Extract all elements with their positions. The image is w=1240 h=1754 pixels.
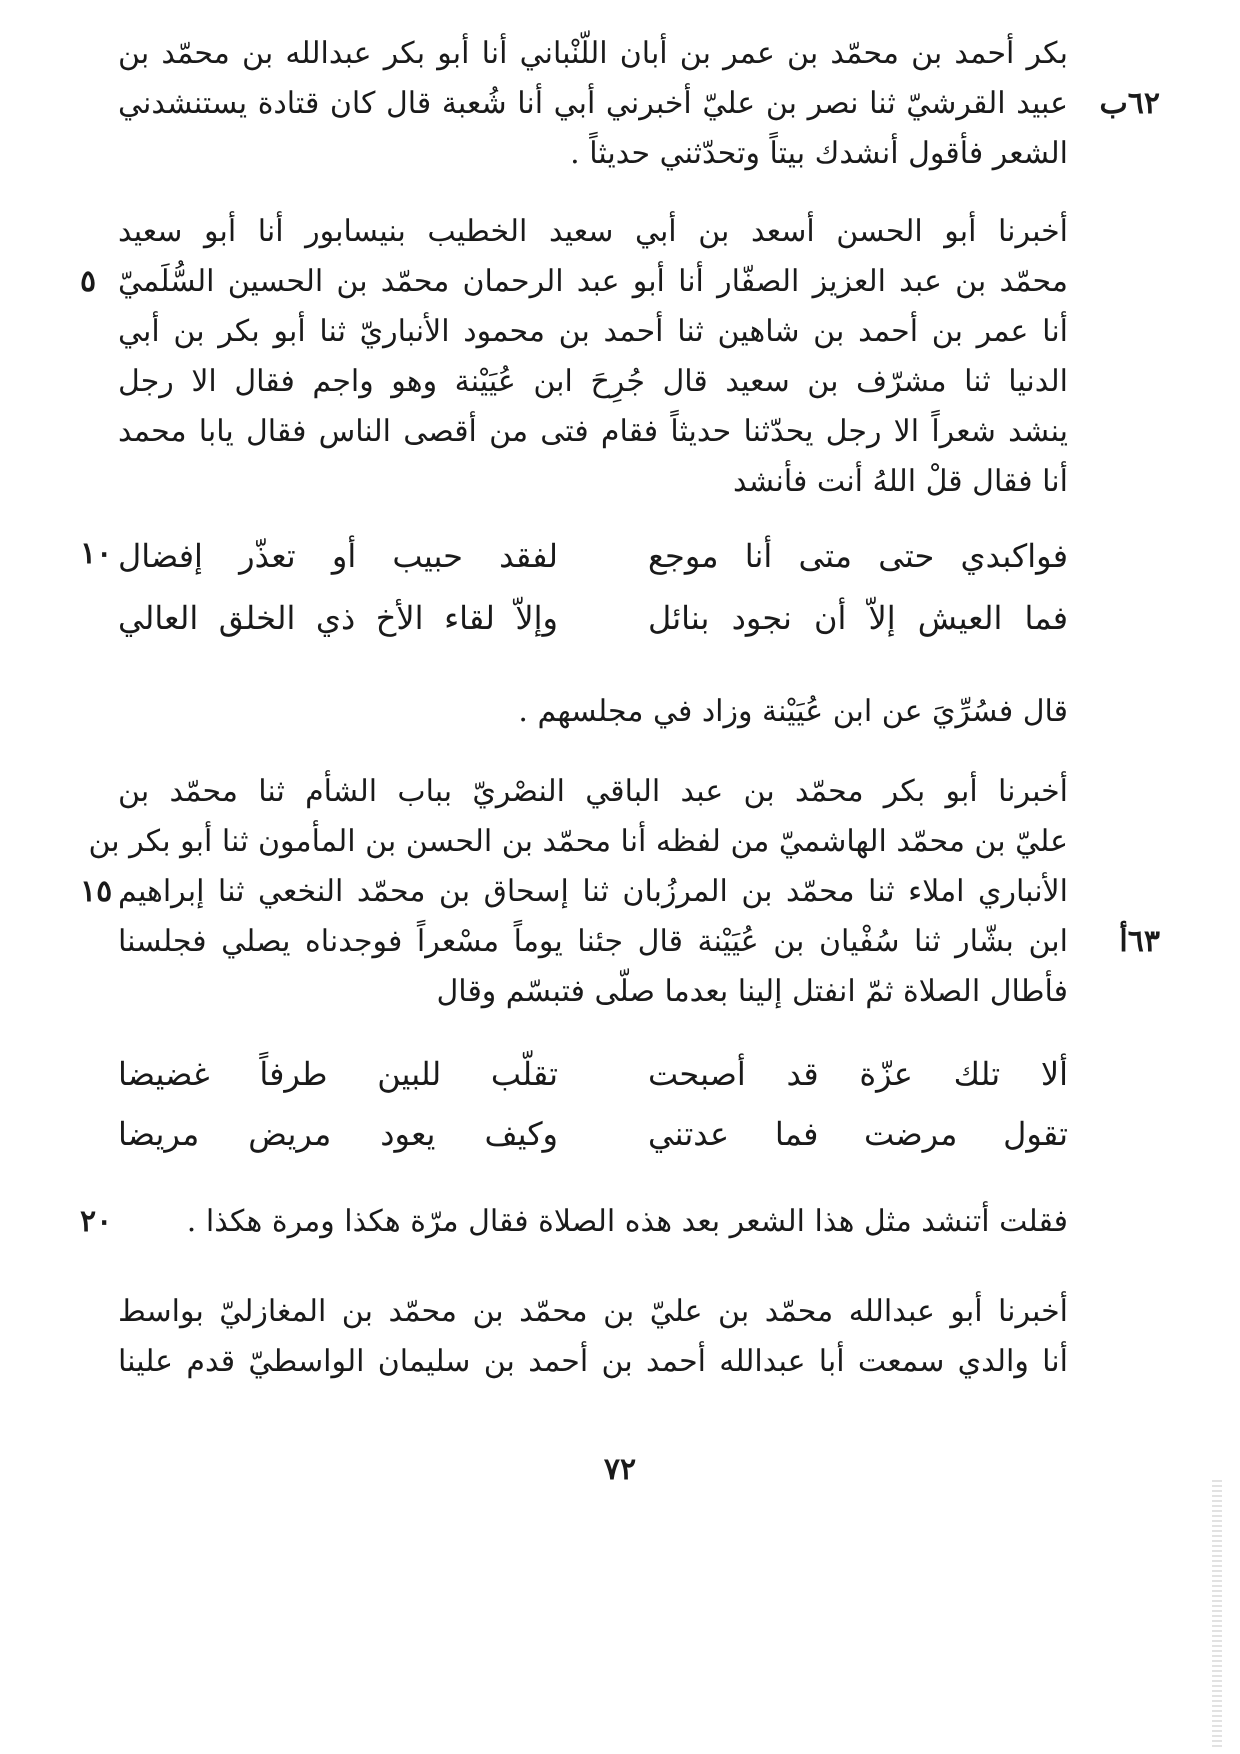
line-number-marker: ٢٠ bbox=[80, 1204, 113, 1239]
text-line: الدنيا ثنا مشرّف بن سعيد قال جُرِحَ ابن عُيَيْنة وهو واجم فقال الا رجل bbox=[118, 364, 1068, 399]
text-line: أخبرنا أبو بكر محمّد بن عبد الباقي النصْريّ بباب الشأم ثنا محمّد بن bbox=[118, 774, 1068, 809]
line-number-marker: ١٥ bbox=[80, 874, 113, 909]
verse-hemistich-left: وكيف يعود مريض مريضا bbox=[118, 1115, 558, 1153]
text-line: أخبرنا أبو عبدالله محمّد بن عليّ بن محمّد بن محمّد بن المغازليّ بواسط bbox=[118, 1294, 1068, 1329]
text-line: قال فسُرِّيَ عن ابن عُيَيْنة وزاد في مجلسهم . bbox=[518, 694, 1068, 729]
manuscript-folio-marker: ٦٢ب bbox=[1099, 86, 1160, 121]
text-line: عبيد القرشيّ ثنا نصر بن عليّ أخبرني أبي أنا شُعبة قال كان قتادة يستنشدني bbox=[118, 86, 1068, 121]
verse-hemistich-left: تقلّب للبين طرفاً غضيضا bbox=[118, 1055, 558, 1093]
verse-hemistich-right: ألا تلك عزّة قد أصبحت bbox=[648, 1055, 1068, 1093]
verse-hemistich-right: تقول مرضت فما عدتني bbox=[648, 1115, 1068, 1153]
text-line: أنا عمر بن أحمد بن شاهين ثنا أحمد بن محمود الأنباريّ ثنا أبو بكر بن أبي bbox=[118, 314, 1068, 349]
manuscript-folio-marker: ٦٣أ bbox=[1119, 924, 1160, 959]
text-line: فأطال الصلاة ثمّ انفتل إلينا بعدما صلّى فتبسّم وقال bbox=[436, 974, 1068, 1009]
text-line: الشعر فأقول أنشدك بيتاً وتحدّثني حديثاً . bbox=[570, 136, 1068, 171]
text-line: أنا فقال قلْ اللهُ أنت فأنشد bbox=[733, 464, 1068, 499]
text-line: الأنباري املاء ثنا محمّد بن المرزُبان ثنا إسحاق بن محمّد النخعي ثنا إبراهيم bbox=[118, 874, 1068, 909]
text-line: أخبرنا أبو الحسن أسعد بن أبي سعيد الخطيب بنيسابور أنا أبو سعيد bbox=[118, 214, 1068, 249]
verse-hemistich-right: فما العيش إلاّ أن نجود بنائل bbox=[648, 599, 1068, 637]
verse-hemistich-right: فواكبدي حتى متى أنا موجع bbox=[648, 537, 1068, 575]
verse-hemistich-left: وإلاّ لقاء الأخ ذي الخلق العالي bbox=[118, 599, 558, 637]
page-number: ٧٢ bbox=[603, 1452, 637, 1487]
line-number-marker: ٥ bbox=[80, 264, 97, 299]
text-line: فقلت أتنشد مثل هذا الشعر بعد هذه الصلاة فقال مرّة هكذا ومرة هكذا . bbox=[186, 1204, 1068, 1239]
scan-edge-artifact bbox=[1212, 1480, 1222, 1750]
text-line: ابن بشّار ثنا سُفْيان بن عُيَيْنة قال جئنا يوماً مسْعراً فوجدناه يصلي فجلسنا bbox=[118, 924, 1068, 959]
text-line: عليّ بن محمّد الهاشميّ من لفظه أنا محمّد بن الحسن بن المأمون ثنا أبو بكر بن bbox=[88, 824, 1068, 859]
line-number-marker: ١٠ bbox=[80, 536, 113, 571]
verse-hemistich-left: لفقد حبيب أو تعذّر إفضال bbox=[118, 537, 558, 575]
text-line: أنا والدي سمعت أبا عبدالله أحمد بن أحمد بن سليمان الواسطيّ قدم علينا bbox=[118, 1344, 1068, 1379]
text-line: ينشد شعراً الا رجل يحدّثنا حديثاً فقام فتى من أقصى الناس فقال يابا محمد bbox=[118, 414, 1068, 449]
text-line: بكر أحمد بن محمّد بن عمر بن أبان اللّنْباني أنا أبو بكر عبدالله بن محمّد بن bbox=[118, 36, 1068, 71]
text-line: محمّد بن عبد العزيز الصفّار أنا أبو عبد الرحمان محمّد بن الحسين السُّلَميّ bbox=[118, 264, 1068, 299]
